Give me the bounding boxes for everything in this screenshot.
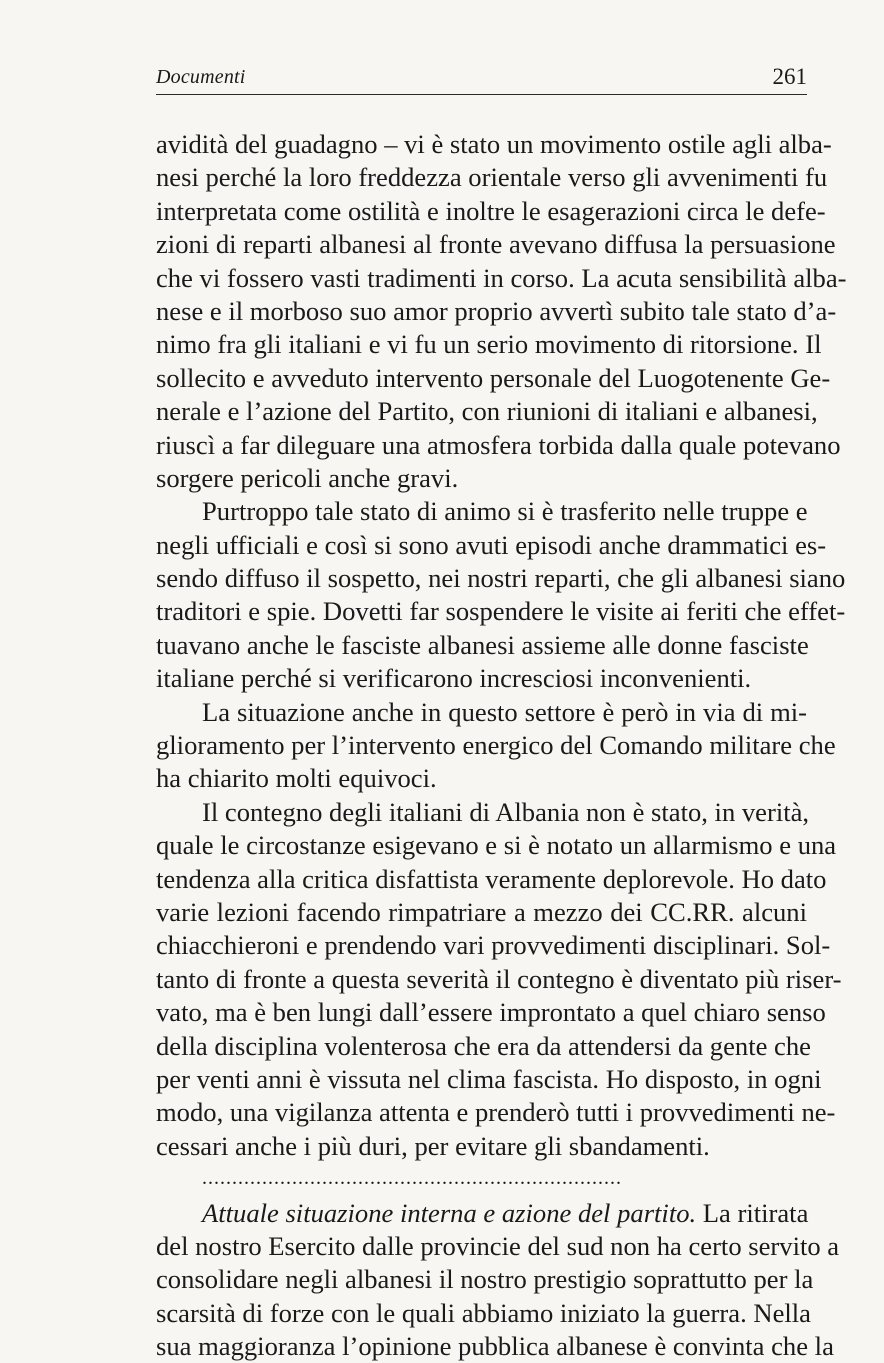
running-head (156, 62, 807, 95)
text-line: vato, ma è ben lungi dall’essere improntato a quel chiaro senso (156, 996, 807, 1029)
omission-ellipsis: ...................................................................... (156, 1163, 807, 1196)
text-line: avidità del guadagno – vi è stato un movimento ostile agli alba- (156, 128, 807, 161)
text-line: quale le circostanze esigevano e si è notato un allarmismo e una (156, 829, 807, 862)
body-text (156, 128, 807, 1363)
text-line: tanto di fronte a questa severità il contegno è diventato più riser- (156, 963, 807, 996)
text-line: sorgere pericoli anche gravi. (156, 462, 807, 495)
text-line: del nostro Esercito dalle provincie del sud non ha certo servito a (156, 1230, 807, 1263)
text-run: La ritirata (696, 1198, 808, 1228)
run-in-heading: Attuale situazione interna e azione del partito. (202, 1198, 696, 1228)
text-line: nesi perché la loro freddezza orientale verso gli avvenimenti fu (156, 161, 807, 194)
page-number: 261 (773, 64, 808, 90)
text-line: tuavano anche le fasciste albanesi assieme alle donne fasciste (156, 629, 807, 662)
text-line: sollecito e avveduto intervento personale del Luogotenente Ge- (156, 362, 807, 395)
paragraph-3 (156, 696, 807, 796)
text-line: nimo fra gli italiani e vi fu un serio movimento di ritorsione. Il (156, 328, 807, 361)
text-line: chiacchieroni e prendendo vari provvedimenti disciplinari. Sol- (156, 929, 807, 962)
text-line: traditori e spie. Dovetti far sospendere le visite ai feriti che effet- (156, 595, 807, 628)
text-line: zioni di reparti albanesi al fronte avevano diffusa la persuasione (156, 228, 807, 261)
text-line: sendo diffuso il sospetto, nei nostri reparti, che gli albanesi siano (156, 562, 807, 595)
text-line: negli ufficiali e così si sono avuti episodi anche drammatici es- (156, 529, 807, 562)
paragraph-2 (156, 495, 807, 695)
text-line (156, 1197, 807, 1230)
text-line: cessari anche i più duri, per evitare gli sbandamenti. (156, 1130, 807, 1163)
text-line: La situazione anche in questo settore è però in via di mi- (156, 696, 807, 729)
text-line: che vi fossero vasti tradimenti in corso. La acuta sensibilità alba- (156, 262, 807, 295)
text-line: modo, una vigilanza attenta e prenderò tutti i provvedimenti ne- (156, 1096, 807, 1129)
text-line: Purtroppo tale stato di animo si è trasferito nelle truppe e (156, 495, 807, 528)
text-line: riuscì a far dileguare una atmosfera torbida dalla quale potevano (156, 429, 807, 462)
section-label: Documenti (156, 66, 246, 89)
text-line: scarsità di forze con le quali abbiamo iniziato la guerra. Nella (156, 1297, 807, 1330)
text-line: nerale e l’azione del Partito, con riunioni di italiani e albanesi, (156, 395, 807, 428)
text-line: nese e il morboso suo amor proprio avvertì subito tale stato d’a- (156, 295, 807, 328)
text-line: varie lezioni facendo rimpatriare a mezzo dei CC.RR. alcuni (156, 896, 807, 929)
text-line: ha chiarito molti equivoci. (156, 762, 807, 795)
text-line: della disciplina volenterosa che era da attendersi da gente che (156, 1030, 807, 1063)
text-line: interpretata come ostilità e inoltre le esagerazioni circa le defe- (156, 195, 807, 228)
text-line: per venti anni è vissuta nel clima fascista. Ho disposto, in ogni (156, 1063, 807, 1096)
paragraph-4 (156, 796, 807, 1163)
text-line: sua maggioranza l’opinione pubblica albanese è convinta che la (156, 1330, 807, 1363)
text-line: glioramento per l’intervento energico del Comando militare che (156, 729, 807, 762)
text-line: consolidare negli albanesi il nostro prestigio soprattutto per la (156, 1263, 807, 1296)
paragraph-1 (156, 128, 807, 495)
paragraph-5 (156, 1197, 807, 1363)
text-line: tendenza alla critica disfattista veramente deplorevole. Ho dato (156, 863, 807, 896)
text-line: Il contegno degli italiani di Albania non è stato, in verità, (156, 796, 807, 829)
text-line: italiane perché si verificarono incresciosi inconvenienti. (156, 662, 807, 695)
